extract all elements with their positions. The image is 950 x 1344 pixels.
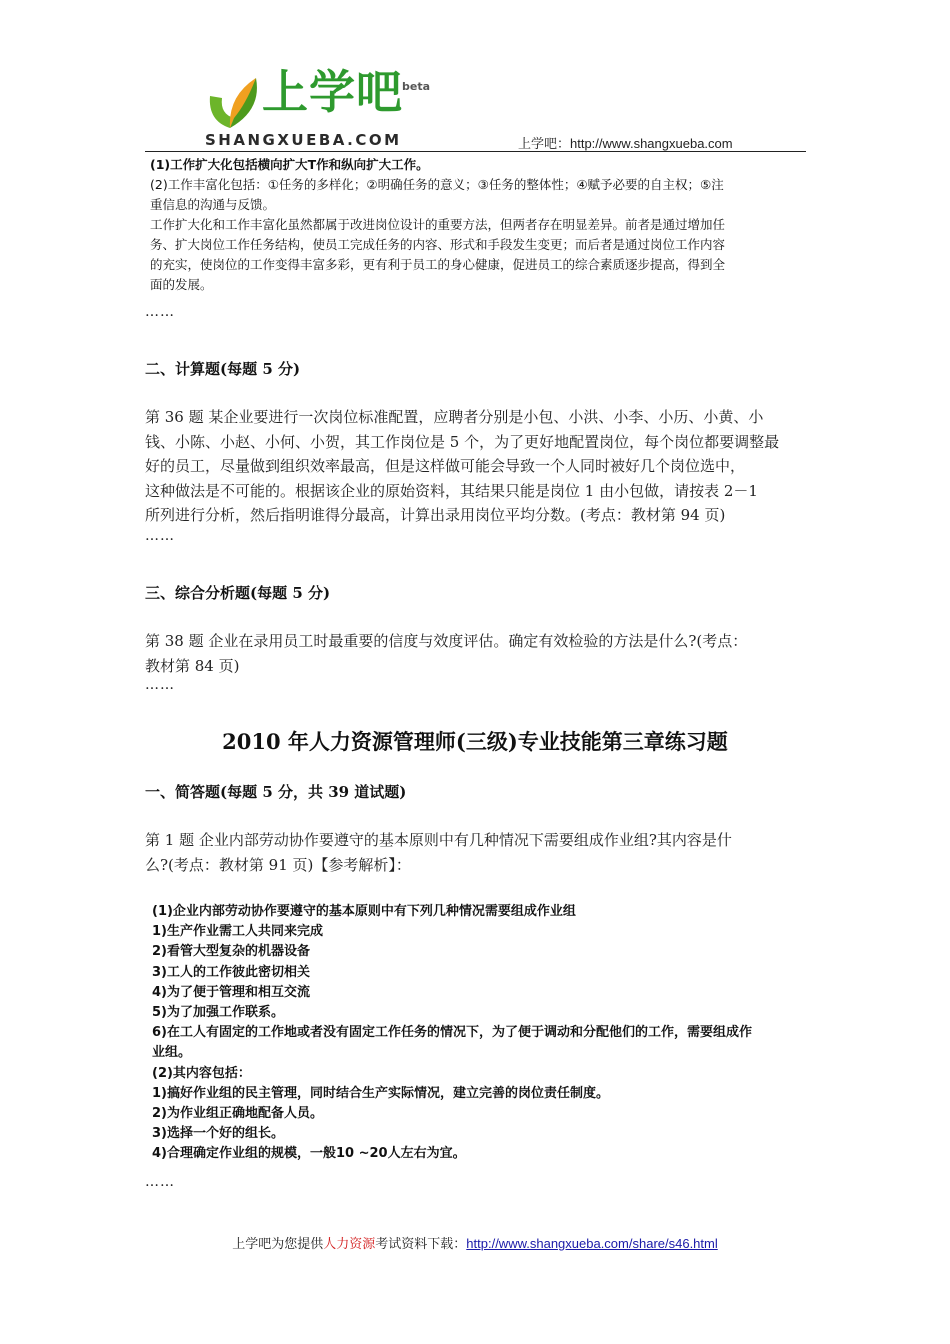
ellipsis: …… <box>145 528 175 544</box>
answer-line: 业组。 <box>152 1045 192 1061</box>
answer-line: 面的发展。 <box>150 277 213 292</box>
ellipsis: …… <box>145 677 175 693</box>
question-36 <box>145 405 810 528</box>
footer-prefix: 上学吧为您提供 <box>232 1236 324 1251</box>
answer-line: 5)为了加强工作联系。 <box>152 1005 284 1021</box>
answer-line: 2)看管大型复杂的机器设备 <box>152 944 310 960</box>
answer-line: (1)工作扩大化包括横向扩大T作和纵向扩大工作。 <box>150 157 429 172</box>
header-site-link[interactable]: 上学吧：http://www.shangxueba.com <box>518 136 733 151</box>
question-line: 教材第 84 页) <box>145 656 240 675</box>
chapter-title: 2010 年人力资源管理师(三级)专业技能第三章练习题 <box>222 729 728 754</box>
header-divider <box>145 151 806 152</box>
question-line: 钱、小陈、小赵、小何、小贺，其工作岗位是 5 个，为了更好地配置岗位，每个岗位都要调整最 <box>145 432 780 451</box>
section-heading-analysis: 三、综合分析题(每题 5 分) <box>145 584 331 602</box>
ellipsis: …… <box>145 1174 175 1190</box>
answer-line: 4)为了便于管理和相互交流 <box>152 984 310 1000</box>
answer-image-1 <box>150 155 804 295</box>
question-line: 第 36 题 某企业要进行一次岗位标准配置，应聘者分别是小包、小洪、小李、小历、小黄、小 <box>145 408 764 426</box>
answer-image-2 <box>152 902 812 1165</box>
answer-line: (1)企业内部劳动协作要遵守的基本原则中有下列几种情况需要组成作业组 <box>152 904 576 919</box>
answer-line: 务、扩大岗位工作任务结构，使员工完成任务的内容、形式和手段发生变更；而后者是通过岗位工作内容 <box>150 237 726 252</box>
footer <box>0 1233 950 1252</box>
section-heading-calculation: 二、计算题(每题 5 分) <box>145 360 301 378</box>
question-line: 么?(考点：教材第 91 页)【参考解析】： <box>145 855 411 874</box>
section-heading-short-answer: 一、简答题(每题 5 分，共 39 道试题) <box>145 783 407 801</box>
question-1 <box>145 828 810 877</box>
question-line: 第 1 题 企业内部劳动协作要遵守的基本原则中有几种情况下需要组成作业组?其内容是什 <box>145 831 732 849</box>
footer-download-link[interactable]: http://www.shangxueba.com/share/s46.html <box>466 1236 718 1251</box>
answer-line: 的充实，使岗位的工作变得丰富多彩，更有利于员工的身心健康，促进员工的综合素质逐步提高，得到全 <box>150 257 726 272</box>
answer-line: (2)其内容包括： <box>152 1065 251 1081</box>
answer-line: 工作扩大化和工作丰富化虽然都属于改进岗位设计的重要方法，但两者存在明显差异。前者是通过增加任 <box>150 217 726 232</box>
footer-middle: 考试资料下载： <box>375 1236 467 1251</box>
answer-line: 3)工人的工作彼此密切相关 <box>152 964 310 980</box>
question-line: 第 38 题 企业在录用员工时最重要的信度与效度评估。确定有效检验的方法是什么?(考点： <box>145 632 748 650</box>
answer-line: 3)选择一个好的组长。 <box>152 1126 284 1142</box>
answer-line: 重信息的沟通与反馈。 <box>150 197 276 212</box>
question-line: 好的员工，尽量做到组织效率最高，但是这样做可能会导致一个人同时被好几个岗位选中， <box>145 457 746 475</box>
question-line: 这种做法是不可能的。根据该企业的原始资料，其结果只能是岗位 1 由小包做，请按表 2－1 <box>145 481 758 500</box>
answer-line: 2)为作业组正确地配备人员。 <box>152 1106 323 1122</box>
answer-line: 1)搞好作业组的民主管理，同时结合生产实际情况，建立完善的岗位责任制度。 <box>152 1085 609 1101</box>
logo-beta-label: beta <box>402 80 431 93</box>
answer-line: 1)生产作业需工人共同来完成 <box>152 924 323 940</box>
answer-line: (2)工作丰富化包括：①任务的多样化；②明确任务的意义；③任务的整体性；④赋予必要的自主权；⑤注 <box>150 177 724 192</box>
question-38 <box>145 629 815 678</box>
ellipsis: …… <box>145 304 175 320</box>
answer-line: 6)在工人有固定的工作地或者没有固定工作任务的情况下，为了便于调动和分配他们的工作，需要组成作 <box>152 1025 752 1041</box>
logo-wordmark: 上学吧 <box>262 65 403 119</box>
answer-line: 4)合理确定作业组的规模，一般10 ~20人左右为宜。 <box>152 1146 466 1162</box>
footer-highlight-link[interactable]: 人力资源 <box>323 1236 376 1251</box>
logo-subtitle: SHANGXUEBA.COM <box>205 131 402 149</box>
question-line: 所列进行分析，然后指明谁得分最高，计算出录用岗位平均分数。(考点：教材第 94 页) <box>145 506 726 524</box>
